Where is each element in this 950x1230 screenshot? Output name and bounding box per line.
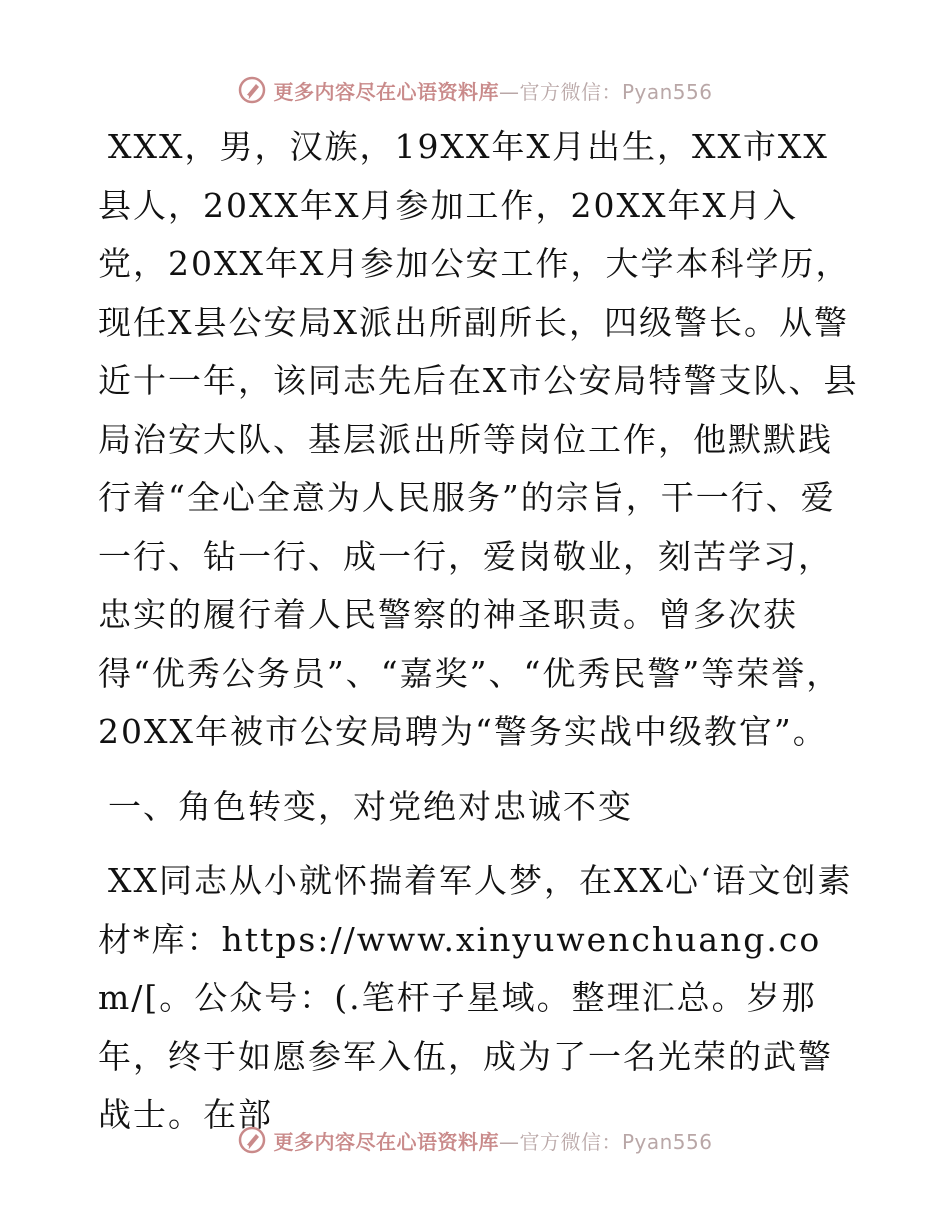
paragraph-section-one: XX同志从小就怀揣着军人梦，在XX心‘语文创素材*库：https://www.xinyuwenchuang.com/[。公众号：(.笔杆子星域。整理汇总。岁那年，终于如愿参军入伍，成为了一名光荣的武警战士。在部 [98, 861, 853, 1134]
watermark-tail-text: —官方微信：Pyan556 [498, 79, 713, 104]
pen-circle-icon [237, 75, 267, 105]
watermark-header [0, 70, 950, 110]
document-body [98, 118, 860, 1145]
paragraph-intro: XXX，男，汉族，19XX年X月出生，XX市XX县人，20XX年X月参加工作，20XX年X月入党，20XX年X月参加公安工作，大学本科学历，现任X县公安局X派出所副所长，四级警长。从警近十一年，该同志先后在X市公安局特警支队、县局治安大队、基层派出所等岗位工作，他默默践行着“全心全意为人民服务”的宗旨，干一行、爱一行、钻一行、成一行，爱岗敬业，刻苦学习，忠实的履行着人民警察的神圣职责。曾多次获得“优秀公务员”、“嘉奖”、“优秀民警”等荣誉，20XX年被市公安局聘为“警务实战中级教官”。 [98, 127, 859, 751]
watermark-head-text: 更多内容尽在心语资料库 [273, 1129, 499, 1154]
watermark-head-text: 更多内容尽在心语资料库 [273, 79, 499, 104]
watermark-tail-text: —官方微信：Pyan556 [498, 1129, 713, 1154]
section-heading: 一、角色转变，对党绝对忠诚不变 [108, 786, 633, 826]
watermark-footer [0, 1120, 950, 1160]
pen-circle-icon [237, 1125, 267, 1155]
